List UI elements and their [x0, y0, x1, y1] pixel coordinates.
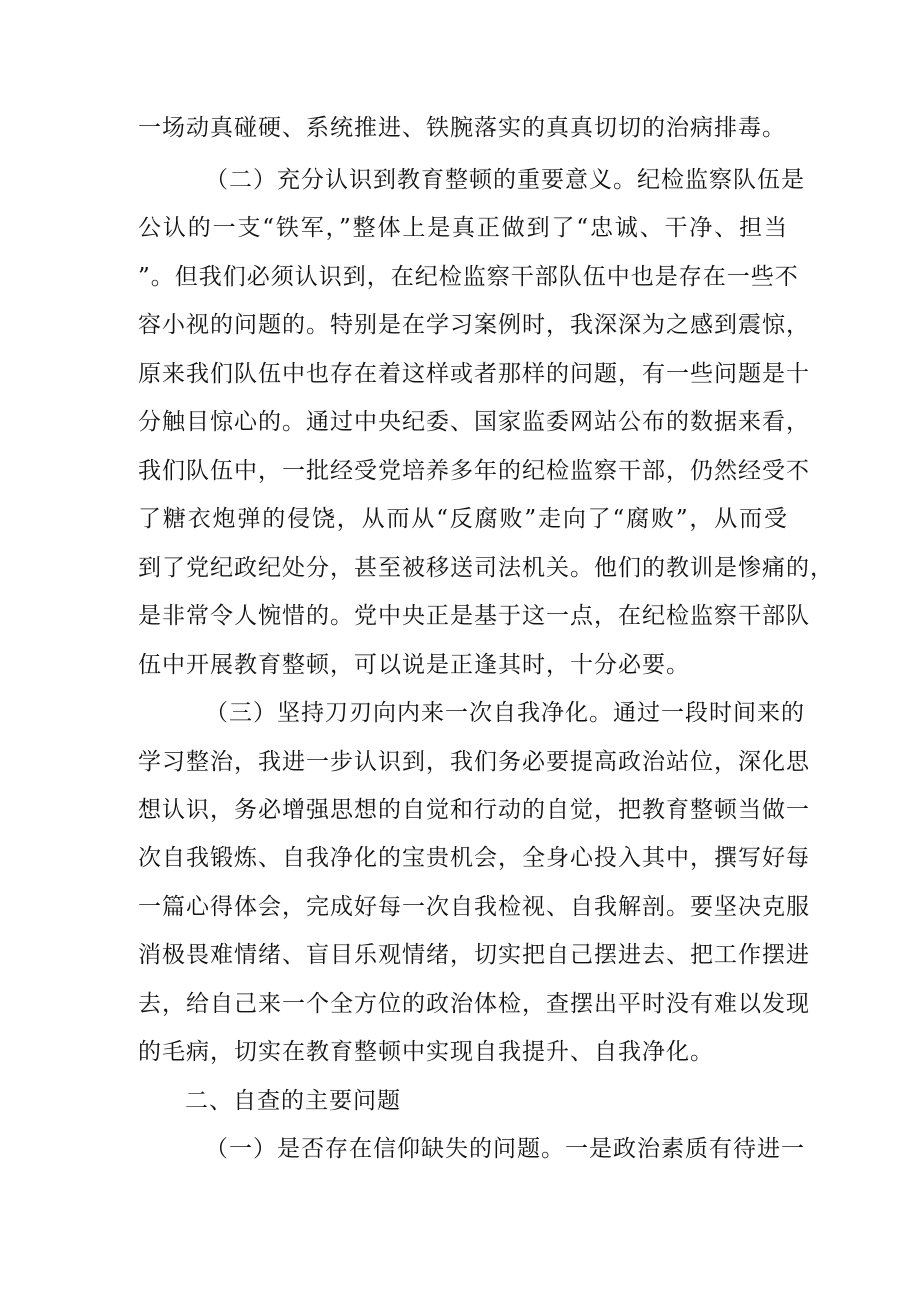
paragraph-line: 是非常令人惋惜的。党中央正是基于这一点，在纪检监察干部队: [138, 603, 810, 629]
paragraph-line: ”。但我们必须认识到，在纪检监察干部队伍中也是存在一些不: [138, 264, 799, 290]
paragraph-line: 了糖衣炮弹的侵饶，从而从“反腐败”走向了“腐败”，从而受: [138, 506, 788, 532]
paragraph-line: 伍中开展教育整顿，可以说是正逢其时，十分必要。: [138, 652, 690, 678]
paragraph-line: 一篇心得体会，完成好每一次自我检视、自我解剖。要坚决克服: [138, 894, 810, 920]
paragraph-line: （一）是否存在信仰缺失的问题。一是政治素质有待进一: [205, 1136, 805, 1162]
paragraph-line: 一场动真碰硬、系统推进、铁腕落实的真真切切的治病排毒。: [138, 115, 786, 141]
paragraph-line: 分触目惊心的。通过中央纪委、国家监委网站公布的数据来看，: [138, 409, 810, 435]
paragraph-line: 去，给自己来一个全方位的政治体检，查摆出平时没有难以发现: [138, 991, 810, 1017]
paragraph-line: 原来我们队伍中也存在着这样或者那样的问题，有一些问题是十: [138, 361, 810, 387]
paragraph-line: （二）充分认识到教育整顿的重要意义。纪检监察队伍是: [205, 167, 805, 193]
paragraph-line: 到了党纪政纪处分，甚至被移送司法机关。他们的教训是惨痛的，: [138, 555, 834, 581]
paragraph-line: 消极畏难情绪、盲目乐观情绪，切实把自己摆进去、把工作摆进: [138, 942, 810, 968]
paragraph-line: （三）坚持刀刃向内来一次自我净化。通过一段时间来的: [205, 700, 805, 726]
paragraph-line: 的毛病，切实在教育整顿中实现自我提升、自我净化。: [138, 1039, 714, 1065]
paragraph-line: 学习整治，我进一步认识到，我们务必要提高政治站位，深化思: [138, 749, 810, 775]
section-heading: 二、自查的主要问题: [185, 1088, 401, 1114]
paragraph-line: 我们队伍中，一批经受党培养多年的纪检监察干部，仍然经受不: [138, 458, 810, 484]
paragraph-line: 次自我锻炼、自我净化的宝贵机会，全身心投入其中，撰写好每: [138, 845, 810, 871]
paragraph-line: 公认的一支“铁军，”整体上是真正做到了“忠诚、干净、担当: [138, 215, 788, 241]
paragraph-line: 容小视的问题的。特别是在学习案例时，我深深为之感到震惊，: [138, 312, 810, 338]
paragraph-line: 想认识，务必增强思想的自觉和行动的自觉，把教育整顿当做一: [138, 797, 810, 823]
